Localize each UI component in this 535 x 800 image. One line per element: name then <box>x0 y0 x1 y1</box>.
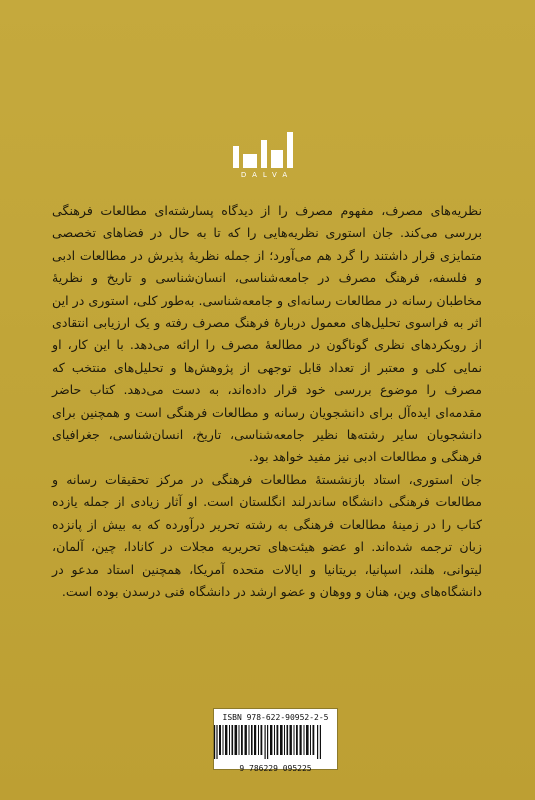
ean-digits: 9 786229 095225 <box>239 764 312 773</box>
book-summary-paragraph: نظریه‌های مصرف، مفهوم مصرف را از دیدگاه پسارشته‌ای مطالعات فرهنگی بررسی می‌کند. جان استوری نظریه‌هایی را که تا به حال در فضاهای تخصصی متمایزی قرار داشتند را گرد هم می‌آورد؛ از جمله نظریهٔ پذیرش در مطالعات ادبی و فلسفه، فرهنگ مصرف در جامعه‌شناسی، انسان‌شناسی و تاریخ و نظریهٔ مخاطبان رسانه در مطالعات رسانه‌ای و جامعه‌شناسی. به‌طور کلی، استوری در این اثر به فراسوی تحلیل‌های معمول دربارهٔ فرهنگ مصرف رفته و یک ارزیابی انتقادی از رویکردهای نظری گوناگون در مطالعهٔ مصرف را ارائه می‌دهد. با این کار، او نمایی کلی و معتبر از تعداد قابل توجهی از پژوهش‌ها و تحلیل‌های منتخب که مصرف را موضوع بررسی خود قرار داده‌اند، به دست می‌دهد. کتاب حاضر مقدمه‌ای ایده‌آل برای دانشجویان رسانه و مطالعات فرهنگی است و همچنین برای دانشجویان سایر رشته‌ها نظیر جامعه‌شناسی، تاریخ، انسان‌شناسی، جغرافیای فرهنگی و مطالعات ادبی نیز مفید خواهد بود. <box>52 203 482 465</box>
publisher-logo-word: DALVA <box>240 171 294 179</box>
isbn-barcode-label <box>213 708 338 773</box>
publisher-logo <box>233 132 301 182</box>
back-cover-description <box>52 200 482 603</box>
author-bio-paragraph: جان استوری، استاد بازنشستهٔ مطالعات فرهنگی در مرکز تحقیقات رسانه و مطالعات فرهنگی دانشگاه ساندرلند انگلستان است. او آثار زیادی از جمله یازده کتاب را در زمینهٔ مطالعات فرهنگی به رشته تحریر درآورده که به بیش از پانزده زبان ترجمه شده‌اند. او عضو هیئت‌های تحریریه مجلات در کانادا، چین، آلمان، لیتوانی، هلند، اسپانیا، بریتانیا و ایالات متحده آمریکا، همچنین استاد مدعو در دانشگاه‌های وین، هنان و ووهان و عضو ارشد در دانشگاه فنی درسدن بوده است. <box>52 471 482 599</box>
barcode-bars <box>214 725 322 759</box>
isbn-text: ISBN 978-622-90952-2-5 <box>222 713 329 722</box>
publisher-logo-mark <box>233 132 301 168</box>
